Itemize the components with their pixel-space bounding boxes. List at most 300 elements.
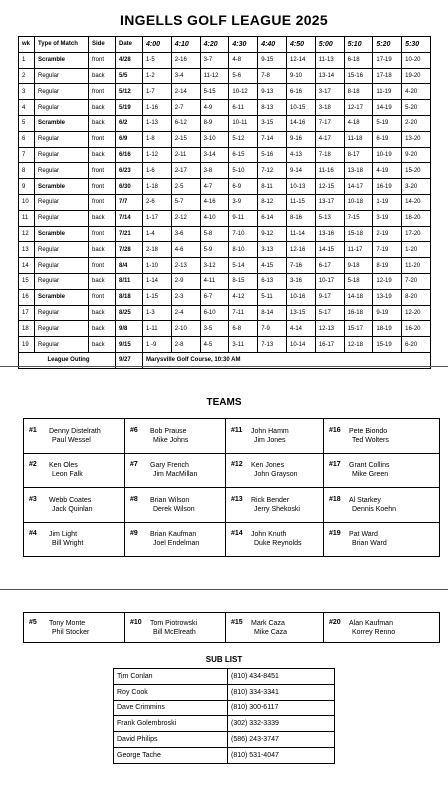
team-players [251,427,289,445]
matchup-cell: 6-10 [200,305,229,321]
matchup-cell: 1-15 [143,289,172,305]
matchup-cell: 6-16 [286,84,315,100]
matchup-cell: 2-5 [171,179,200,195]
matchup-cell: 4-14 [286,321,315,337]
sub-name: Roy Cook [114,684,228,700]
matchup-cell: 2-8 [171,337,200,353]
matchup-cell: 2-12 [171,210,200,226]
date-cell: 4/28 [116,52,143,68]
match-type-cell: Regular [35,210,89,226]
team-cell [125,613,226,643]
matchup-cell: 7-19 [373,242,402,258]
matchup-cell: 12-14 [286,52,315,68]
team-cell [324,522,440,557]
matchup-cell: 8-9 [200,115,229,131]
matchup-cell: 9-15 [258,52,287,68]
side-cell: back [89,321,116,337]
team-number: #6 [130,426,138,434]
team-entry [226,619,323,637]
matchup-cell: 3-14 [200,147,229,163]
matchup-cell: 14-18 [344,289,373,305]
match-type-cell: Scramble [35,289,89,305]
side-cell: front [89,84,116,100]
matchup-cell: 11-15 [286,194,315,210]
time-header: 4:20 [200,37,229,53]
side-cell: back [89,115,116,131]
matchup-cell: 16-17 [315,337,344,353]
matchup-cell: 5-6 [229,68,258,84]
player-name: Jim Jones [254,436,286,444]
team-cell [226,419,324,454]
matchup-cell: 2-14 [171,84,200,100]
matchup-cell: 12-19 [373,273,402,289]
date-cell: 9/15 [116,337,143,353]
team-number: #18 [329,495,341,503]
team-entry [324,530,439,548]
side-cell: front [89,52,116,68]
team-players [349,496,396,514]
player-name: John Grayson [254,471,298,479]
matchup-cell: 1-6 [143,163,172,179]
matchup-cell: 14-17 [344,179,373,195]
week-cell: 14 [19,258,35,274]
date-cell: 9/8 [116,321,143,337]
matchup-cell: 13-18 [344,163,373,179]
team-cell [24,488,125,523]
matchup-cell: 17-19 [373,52,402,68]
matchup-cell: 2-11 [171,147,200,163]
matchup-cell: 1-4 [143,226,172,242]
date-cell: 5/12 [116,84,143,100]
matchup-cell: 10-12 [229,84,258,100]
matchup-cell: 3-13 [258,242,287,258]
matchup-cell: 1 -9 [143,337,172,353]
team-entry [125,530,225,548]
team-entry [324,427,439,445]
matchup-cell: 3-15 [258,115,287,131]
side-cell: front [89,226,116,242]
matchup-cell: 4-11 [200,273,229,289]
match-type-cell: Regular [35,337,89,353]
matchup-cell: 13-17 [315,194,344,210]
time-header: 4:30 [229,37,258,53]
section-divider [0,589,448,590]
matchup-cell: 6-17 [315,258,344,274]
matchup-cell: 2-19 [373,226,402,242]
player-name: Ted Wolters [352,436,389,444]
matchup-cell: 2-17 [171,163,200,179]
outing-info: Marysville Golf Course, 10:30 AM [143,352,431,368]
sub-name: Tim Conlan [114,669,228,685]
sub-list-row [114,747,335,763]
matchup-cell: 4-9 [200,100,229,116]
matchup-cell: 1-2 [143,68,172,84]
date-cell: 6/30 [116,179,143,195]
matchup-cell: 10-17 [315,273,344,289]
schedule-row [19,321,431,337]
matchup-cell: 6-15 [229,147,258,163]
matchup-cell: 4-20 [402,84,431,100]
side-cell: back [89,273,116,289]
player-name: Denny Distelrath [49,427,101,435]
matchup-cell: 3-4 [171,68,200,84]
player-name: Jim Light [49,531,78,539]
matchup-cell: 1-18 [143,179,172,195]
matchup-cell: 8-14 [258,305,287,321]
player-name: Ken Jones [251,462,285,470]
sub-list-table [113,668,335,764]
team-entry [226,427,323,445]
matchup-cell: 2-4 [171,305,200,321]
match-type-cell: Regular [35,273,89,289]
match-type-cell: Regular [35,242,89,258]
team-number: #1 [29,426,37,434]
matchup-cell: 7-11 [229,305,258,321]
week-cell: 15 [19,273,35,289]
matchup-cell: 15-16 [344,68,373,84]
team-cell [125,453,226,488]
team-cell [226,488,324,523]
col-type-header: Type of Match [35,37,89,53]
schedule-row [19,179,431,195]
week-cell: 5 [19,115,35,131]
matchup-cell: 8-17 [344,147,373,163]
matchup-cell: 17-18 [373,68,402,84]
player-name: Brian Kaufman [150,531,197,539]
team-entry [226,461,323,479]
player-name: Jerry Shekoski [254,505,300,513]
matchup-cell: 12-16 [286,242,315,258]
time-header: 4:40 [258,37,287,53]
date-cell: 7/14 [116,210,143,226]
matchup-cell: 2-9 [171,273,200,289]
matchup-cell: 9-10 [286,68,315,84]
matchup-cell: 11-19 [373,84,402,100]
match-type-cell: Regular [35,84,89,100]
matchup-cell: 4-13 [286,147,315,163]
matchup-cell: 4-6 [171,242,200,258]
player-name: Mike Caza [254,628,288,636]
team-players [49,461,83,479]
match-type-cell: Scramble [35,52,89,68]
matchup-cell: 3-20 [402,179,431,195]
week-cell: 12 [19,226,35,242]
matchup-cell: 5-9 [200,242,229,258]
matchup-cell: 7-13 [258,337,287,353]
matchup-cell: 6-7 [200,289,229,305]
outing-date: 9/27 [116,352,143,368]
team-players [49,427,101,445]
week-cell: 17 [19,305,35,321]
sub-phone: (586) 243-3747 [228,732,335,748]
schedule-row [19,115,431,131]
page-title: INGELLS GOLF LEAGUE 2025 [120,12,328,28]
time-header: 4:10 [171,37,200,53]
matchup-cell: 7-17 [315,115,344,131]
matchup-cell: 10-20 [402,52,431,68]
team-number: #5 [29,618,37,626]
matchup-cell: 6-18 [344,52,373,68]
matchup-cell: 14-15 [315,242,344,258]
team-players [150,427,188,445]
date-cell: 7/7 [116,194,143,210]
matchup-cell: 16-18 [344,305,373,321]
teams-row [24,419,440,454]
matchup-cell: 8-11 [258,179,287,195]
matchup-cell: 5-7 [171,194,200,210]
matchup-cell: 14-20 [402,194,431,210]
week-cell: 8 [19,163,35,179]
matchup-cell: 4-8 [229,52,258,68]
matchup-cell: 1-8 [143,131,172,147]
matchup-cell: 3-19 [373,210,402,226]
matchup-cell: 19-20 [402,68,431,84]
matchup-cell: 3-7 [200,52,229,68]
week-cell: 10 [19,194,35,210]
matchup-cell: 3-11 [229,337,258,353]
team-players [251,496,300,514]
matchup-cell: 7-10 [229,226,258,242]
player-name: Duke Reynolds [254,540,302,548]
matchup-cell: 5-18 [344,273,373,289]
time-header: 5:20 [373,37,402,53]
matchup-cell: 8-10 [229,242,258,258]
matchup-cell: 16-20 [402,321,431,337]
matchup-cell: 8-19 [373,258,402,274]
matchup-cell: 8-20 [402,289,431,305]
sub-phone: (810) 531-4047 [228,747,335,763]
matchup-cell: 10-16 [286,289,315,305]
sub-list-row [114,700,335,716]
team-number: #3 [29,495,37,503]
matchup-cell: 5-15 [200,84,229,100]
date-cell: 6/16 [116,147,143,163]
match-type-cell: Regular [35,321,89,337]
matchup-cell: 7-18 [315,147,344,163]
team-number: #7 [130,461,138,469]
player-name: Joel Endelman [153,540,200,548]
sub-name: Frank Golembroski [114,716,228,732]
side-cell: front [89,179,116,195]
team-number: #4 [29,530,37,538]
sub-list-row [114,732,335,748]
side-cell: back [89,100,116,116]
matchup-cell: 4-19 [373,163,402,179]
matchup-cell: 1-12 [143,147,172,163]
side-cell: back [89,337,116,353]
team-players [150,461,197,479]
matchup-cell: 7-15 [344,210,373,226]
matchup-cell: 16-19 [373,179,402,195]
player-name: Webb Coates [49,496,92,504]
team-players [349,619,395,637]
matchup-cell: 9-20 [402,147,431,163]
matchup-cell: 8-18 [344,84,373,100]
team-cell [226,613,324,643]
sub-phone: (810) 300-6117 [228,700,335,716]
time-header: 4:50 [286,37,315,53]
team-number: #9 [130,530,138,538]
matchup-cell: 4-18 [344,115,373,131]
team-cell [125,522,226,557]
matchup-cell: 1-20 [402,242,431,258]
col-date-header: Date [116,37,143,53]
matchup-cell: 6-20 [402,337,431,353]
team-entry [24,496,124,514]
matchup-cell: 7-9 [258,321,287,337]
player-name: Mike Green [352,471,389,479]
matchup-cell: 10-19 [373,147,402,163]
schedule-row [19,226,431,242]
matchup-cell: 3-12 [200,258,229,274]
player-name: Bill McElreath [153,628,196,636]
team-cell [24,522,125,557]
matchup-cell: 1-14 [143,273,172,289]
team-entry [24,619,124,637]
player-name: Ken Oles [49,462,78,470]
date-cell: 7/28 [116,242,143,258]
date-cell: 5/5 [116,68,143,84]
matchup-cell: 15-17 [344,321,373,337]
team-number: #16 [329,426,341,434]
team-players [150,496,195,514]
team-players [349,427,389,445]
matchup-cell: 10-11 [229,115,258,131]
schedule-row [19,258,431,274]
matchup-cell: 6-8 [229,321,258,337]
matchup-cell: 11-18 [344,131,373,147]
matchup-cell: 9-17 [315,289,344,305]
team-cell [324,488,440,523]
schedule-row [19,147,431,163]
side-cell: front [89,289,116,305]
matchup-cell: 14-19 [373,100,402,116]
team-players [349,530,387,548]
player-name: Alan Kaufman [349,619,393,627]
time-header: 5:30 [402,37,431,53]
schedule-row [19,242,431,258]
team-cell [324,613,440,643]
team-players [49,530,83,548]
sub-phone: (810) 334-3341 [228,684,335,700]
date-cell: 8/4 [116,258,143,274]
team-cell [24,419,125,454]
team-cell [226,522,324,557]
match-type-cell: Scramble [35,179,89,195]
col-side-header: Side [89,37,116,53]
matchup-cell: 6-19 [373,131,402,147]
sub-phone: (810) 434-8451 [228,669,335,685]
week-cell: 2 [19,68,35,84]
teams-row [24,453,440,488]
time-header: 4:00 [143,37,172,53]
player-name: Grant Collins [349,462,390,470]
sub-list-row [114,684,335,700]
matchup-cell: 5-13 [315,210,344,226]
time-header: 5:00 [315,37,344,53]
matchup-cell: 6-13 [258,273,287,289]
matchup-cell: 10-13 [286,179,315,195]
matchup-cell: 8-12 [258,194,287,210]
teams-row [24,488,440,523]
matchup-cell: 1-7 [143,84,172,100]
matchup-cell: 2-20 [402,115,431,131]
matchup-cell: 2-16 [171,52,200,68]
matchup-cell: 11-13 [315,52,344,68]
match-type-cell: Regular [35,305,89,321]
matchup-cell: 4-15 [258,258,287,274]
matchup-cell: 13-15 [286,305,315,321]
matchup-cell: 5-14 [229,258,258,274]
team-entry [226,496,323,514]
match-type-cell: Scramble [35,226,89,242]
team-number: #19 [329,530,341,538]
player-name: Brian Ward [352,540,387,548]
player-name: Paul Wessel [52,436,91,444]
team-players [49,619,89,637]
teams-heading: TEAMS [206,397,242,408]
matchup-cell: 1-17 [143,210,172,226]
matchup-cell: 1-3 [143,305,172,321]
team-number: #14 [231,530,243,538]
player-name: Al Starkey [349,496,381,504]
matchup-cell: 1-11 [143,321,172,337]
sub-list-row [114,716,335,732]
team-number: #10 [130,618,142,626]
teams-table [23,418,440,557]
team-cell [24,453,125,488]
schedule-header-row [19,37,431,53]
sub-list-heading: SUB LIST [205,655,243,664]
matchup-cell: 3-17 [315,84,344,100]
team-entry [226,530,323,548]
player-name: Gary French [150,462,189,470]
week-cell: 1 [19,52,35,68]
matchup-cell: 13-19 [373,289,402,305]
team-entry [125,619,225,637]
matchup-cell: 4-5 [200,337,229,353]
week-cell: 11 [19,210,35,226]
date-cell: 6/2 [116,115,143,131]
team-number: #2 [29,461,37,469]
matchup-cell: 6-14 [258,210,287,226]
match-type-cell: Regular [35,68,89,84]
matchup-cell: 9-12 [258,226,287,242]
side-cell: back [89,210,116,226]
matchup-cell: 5-19 [373,115,402,131]
matchup-cell: 4-12 [229,289,258,305]
matchup-cell: 6-11 [229,100,258,116]
matchup-cell: 11-14 [286,226,315,242]
week-cell: 4 [19,100,35,116]
player-name: Tom Piotrowski [150,619,198,627]
matchup-cell: 5-12 [229,131,258,147]
match-type-cell: Regular [35,147,89,163]
schedule-row [19,305,431,321]
matchup-cell: 4-17 [315,131,344,147]
week-cell: 19 [19,337,35,353]
team-number: #20 [329,618,341,626]
team-number: #13 [231,495,243,503]
matchup-cell: 3-8 [200,163,229,179]
date-cell: 8/25 [116,305,143,321]
schedule-row [19,52,431,68]
matchup-cell: 1-16 [143,100,172,116]
matchup-cell: 4-7 [200,179,229,195]
schedule-row [19,131,431,147]
matchup-cell: 4-10 [200,210,229,226]
matchup-cell: 3-5 [200,321,229,337]
